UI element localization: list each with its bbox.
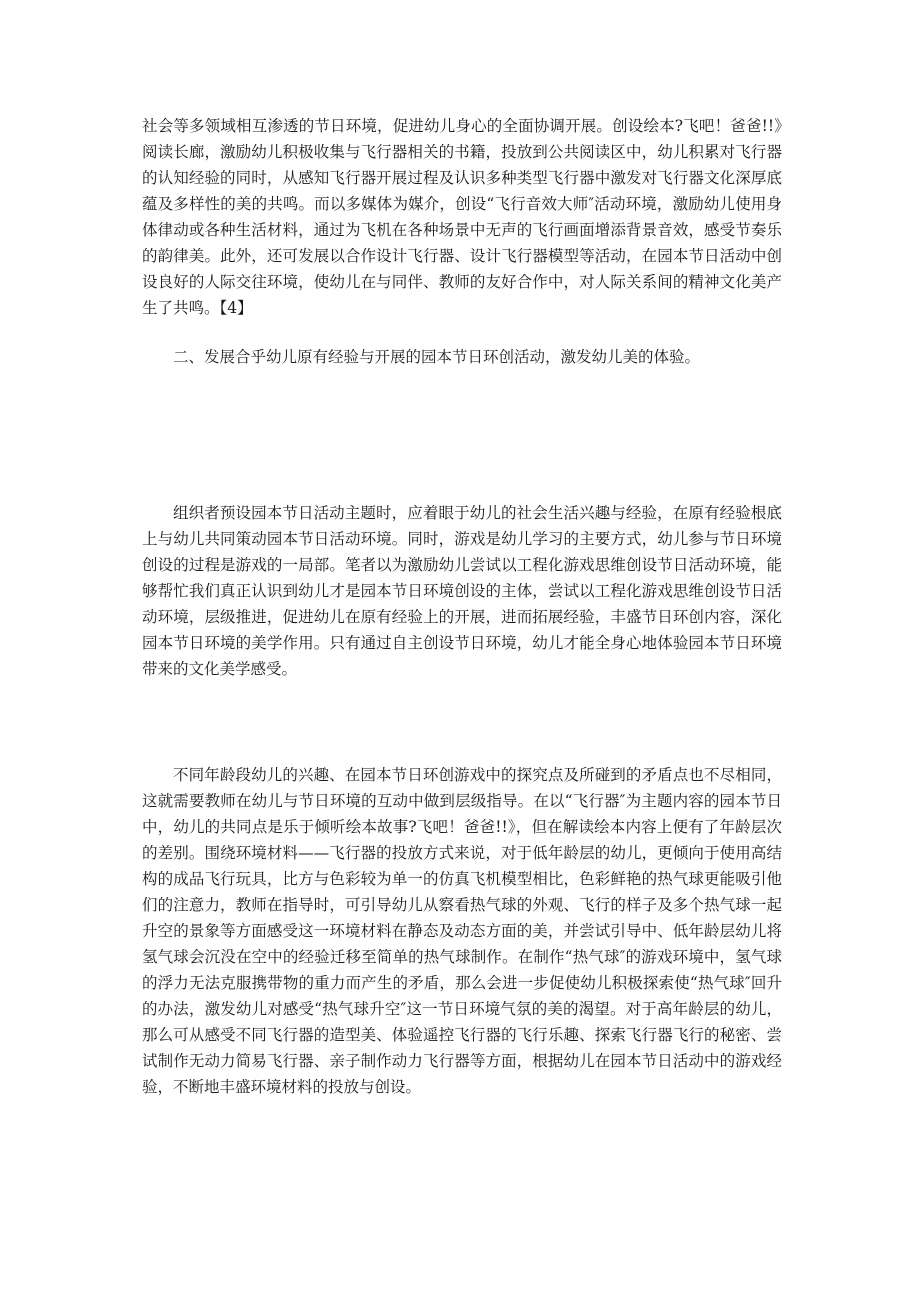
section-heading: 二、发展合乎幼儿原有经验与开展的园本节日环创活动，激发幼儿美的体验。: [173, 348, 701, 366]
paragraph-body: 组织者预设园本节日活动主题时，应着眼于幼儿的社会生活兴趣与经验，在原有经验根底上与幼儿共同策动园本节日活动环境。同时，游戏是幼儿学习的主要方式，幼儿参与节日环境创设的过程是游戏的一局部。笔者以为激励幼儿尝试以工程化游戏思维创设节日活动环境，能够帮忙我们真正认识到幼儿才是园本节日环境创设的主体，尝试以工程化游戏思维创设节日活动环境，层级推进，促进幼儿在原有经验上的开展，进而拓展经验，丰盛节日环创内容，深化园本节日环境的美学作用。只有通过自主创设节日环境，幼儿才能全身心地体验园本节日环境带来的文化美学感受。: [142, 504, 782, 678]
paragraph-body: 不同年龄段幼儿的兴趣、在园本节日环创游戏中的探究点及所碰到的矛盾点也不尽相同，这就需要教师在幼儿与节日环境的互动中做到层级指导。在以“飞行器″为主题内容的园本节日中，幼儿的共同点是乐于倾听绘本故事?飞吧！爸爸!!》，但在解读绘本内容上便有了年龄层次的差别。围绕环境材料——飞行器的投放方式来说，对于低年龄层的幼儿，更倾向于使用高结构的成品飞行玩具，比方与色彩较为单一的仿真飞机模型相比，色彩鲜艳的热气球更能吸引他们的注意力，教师在指导时，可引导幼儿从察看热气球的外观、飞行的样子及多个热气球一起升空的景象等方面感受这一环境材料在静态及动态方面的美，并尝试引导中、低年龄层幼儿将氢气球会沉没在空中的经验迁移至简单的热气球制作。在制作“热气球″的游戏环境中，氢气球的浮力无法克服携带物的重力而产生的矛盾，那么会进一步促使幼儿积极探索使“热气球″回升的办法，激发幼儿对感受“热气球升空″这一节日环境气氛的美的渴望。对于高年龄层的幼儿，那么可从感受不同飞行器的造型美、体验遥控飞行器的飞行乐趣、探索飞行器飞行的秘密、尝试制作无动力简易飞行器、亲子制作动力飞行器等方面，根据幼儿在园本节日活动中的游戏经验，不断地丰盛环境材料的投放与创设。: [142, 766, 782, 1096]
paragraph-continuation: 社会等多领域相互渗透的节日环境，促进幼儿身心的全面协调开展。创设绘本?飞吧！爸爸!!》阅读长廊，激励幼儿积极收集与飞行器相关的书籍，投放到公共阅读区中，幼儿积累对飞行器的认知经验的同时，从感知飞行器开展过程及认识多种类型飞行器中激发对飞行器文化深厚底蕴及多样性的美的共鸣。而以多媒体为媒介，创设“飞行音效大师″活动环境，激励幼儿使用身体律动或各种生活材料，通过为飞机在各种场景中无声的飞行画面增添背景音效，感受节奏乐的韵律美。此外，还可发展以合作设计飞行器、设计飞行器模型等活动，在园本节日活动中创设良好的人际交往环境，使幼儿在与同伴、教师的友好合作中，对人际关系间的精神文化美产生了共鸣。【4】: [142, 117, 782, 317]
